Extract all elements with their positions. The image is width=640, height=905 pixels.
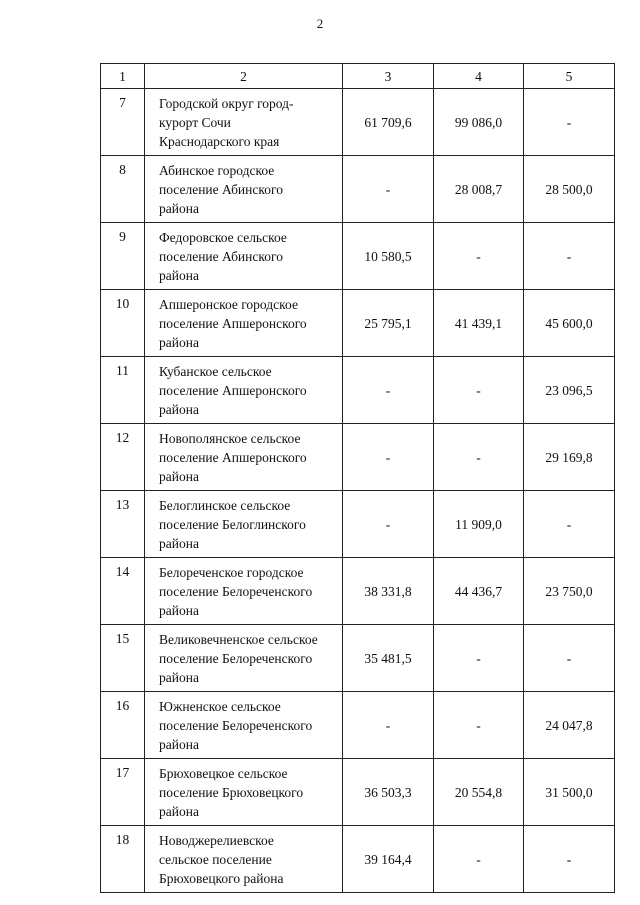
- value-col-4: -: [434, 826, 524, 893]
- row-number: 14: [101, 558, 145, 625]
- header-cell-2: 2: [145, 64, 343, 89]
- value-col-5: -: [524, 625, 615, 692]
- row-number: 16: [101, 692, 145, 759]
- value-col-3: -: [343, 357, 434, 424]
- municipality-name: Белоглинское сельское поселение Белоглинского района: [159, 498, 306, 551]
- value-col-3: 10 580,5: [343, 223, 434, 290]
- table-row: [101, 826, 615, 893]
- table-row: [101, 290, 615, 357]
- value-col-4: 20 554,8: [434, 759, 524, 826]
- municipality-name: Новополянское сельское поселение Апшеронского района: [159, 431, 307, 484]
- name-cell: [145, 424, 343, 491]
- municipality-name: Южненское сельское поселение Белореченского района: [159, 699, 313, 752]
- name-cell: [145, 759, 343, 826]
- table-row: [101, 558, 615, 625]
- value-col-5: 23 096,5: [524, 357, 615, 424]
- municipality-name: Белореченское городское поселение Белореченского района: [159, 565, 313, 618]
- value-col-5: -: [524, 223, 615, 290]
- page-number: 2: [316, 16, 324, 31]
- table-row: [101, 625, 615, 692]
- name-cell: [145, 692, 343, 759]
- table-row: [101, 223, 615, 290]
- value-col-5: 29 169,8: [524, 424, 615, 491]
- municipality-name: Городской округ город- курорт Сочи Краснодарского края: [159, 96, 294, 149]
- value-col-3: 36 503,3: [343, 759, 434, 826]
- name-cell: [145, 558, 343, 625]
- value-col-3: 39 164,4: [343, 826, 434, 893]
- value-col-5: 24 047,8: [524, 692, 615, 759]
- municipality-name: Великовечненское сельское поселение Белореченского района: [159, 632, 318, 685]
- name-cell: [145, 357, 343, 424]
- value-col-3: 25 795,1: [343, 290, 434, 357]
- row-number: 17: [101, 759, 145, 826]
- value-col-5: 28 500,0: [524, 156, 615, 223]
- value-col-4: 44 436,7: [434, 558, 524, 625]
- value-col-4: 28 008,7: [434, 156, 524, 223]
- value-col-5: 23 750,0: [524, 558, 615, 625]
- municipality-name: Федоровское сельское поселение Абинского района: [159, 230, 287, 283]
- row-number: 15: [101, 625, 145, 692]
- name-cell: [145, 491, 343, 558]
- municipality-name: Новоджерелиевское сельское поселение Брюховецкого района: [159, 833, 284, 886]
- table-row: [101, 692, 615, 759]
- name-cell: [145, 625, 343, 692]
- table-row: [101, 89, 615, 156]
- value-col-5: 31 500,0: [524, 759, 615, 826]
- name-cell: [145, 826, 343, 893]
- value-col-5: -: [524, 89, 615, 156]
- municipality-name: Апшеронское городское поселение Апшеронского района: [159, 297, 307, 350]
- value-col-4: -: [434, 223, 524, 290]
- value-col-4: 11 909,0: [434, 491, 524, 558]
- municipality-name: Кубанское сельское поселение Апшеронского района: [159, 364, 307, 417]
- municipality-name: Брюховецкое сельское поселение Брюховецкого района: [159, 766, 304, 819]
- table-row: [101, 491, 615, 558]
- table-row: [101, 156, 615, 223]
- allocation-table: [100, 63, 615, 893]
- value-col-4: -: [434, 424, 524, 491]
- table-row: [101, 759, 615, 826]
- row-number: 12: [101, 424, 145, 491]
- value-col-3: -: [343, 491, 434, 558]
- value-col-5: -: [524, 826, 615, 893]
- name-cell: [145, 223, 343, 290]
- value-col-3: -: [343, 156, 434, 223]
- header-cell-4: 4: [434, 64, 524, 89]
- table-row: [101, 357, 615, 424]
- row-number: 10: [101, 290, 145, 357]
- header-cell-3: 3: [343, 64, 434, 89]
- row-number: 7: [101, 89, 145, 156]
- name-cell: [145, 290, 343, 357]
- value-col-4: -: [434, 625, 524, 692]
- table-row: [101, 424, 615, 491]
- municipality-name: Абинское городское поселение Абинского района: [159, 163, 283, 216]
- header-cell-1: 1: [101, 64, 145, 89]
- row-number: 8: [101, 156, 145, 223]
- name-cell: [145, 89, 343, 156]
- row-number: 18: [101, 826, 145, 893]
- value-col-4: -: [434, 357, 524, 424]
- row-number: 9: [101, 223, 145, 290]
- value-col-4: 99 086,0: [434, 89, 524, 156]
- name-cell: [145, 156, 343, 223]
- value-col-3: 35 481,5: [343, 625, 434, 692]
- header-row: [101, 64, 615, 89]
- value-col-3: -: [343, 424, 434, 491]
- row-number: 13: [101, 491, 145, 558]
- row-number: 11: [101, 357, 145, 424]
- value-col-4: 41 439,1: [434, 290, 524, 357]
- value-col-5: 45 600,0: [524, 290, 615, 357]
- value-col-5: -: [524, 491, 615, 558]
- header-cell-5: 5: [524, 64, 615, 89]
- value-col-3: 61 709,6: [343, 89, 434, 156]
- value-col-4: -: [434, 692, 524, 759]
- value-col-3: -: [343, 692, 434, 759]
- value-col-3: 38 331,8: [343, 558, 434, 625]
